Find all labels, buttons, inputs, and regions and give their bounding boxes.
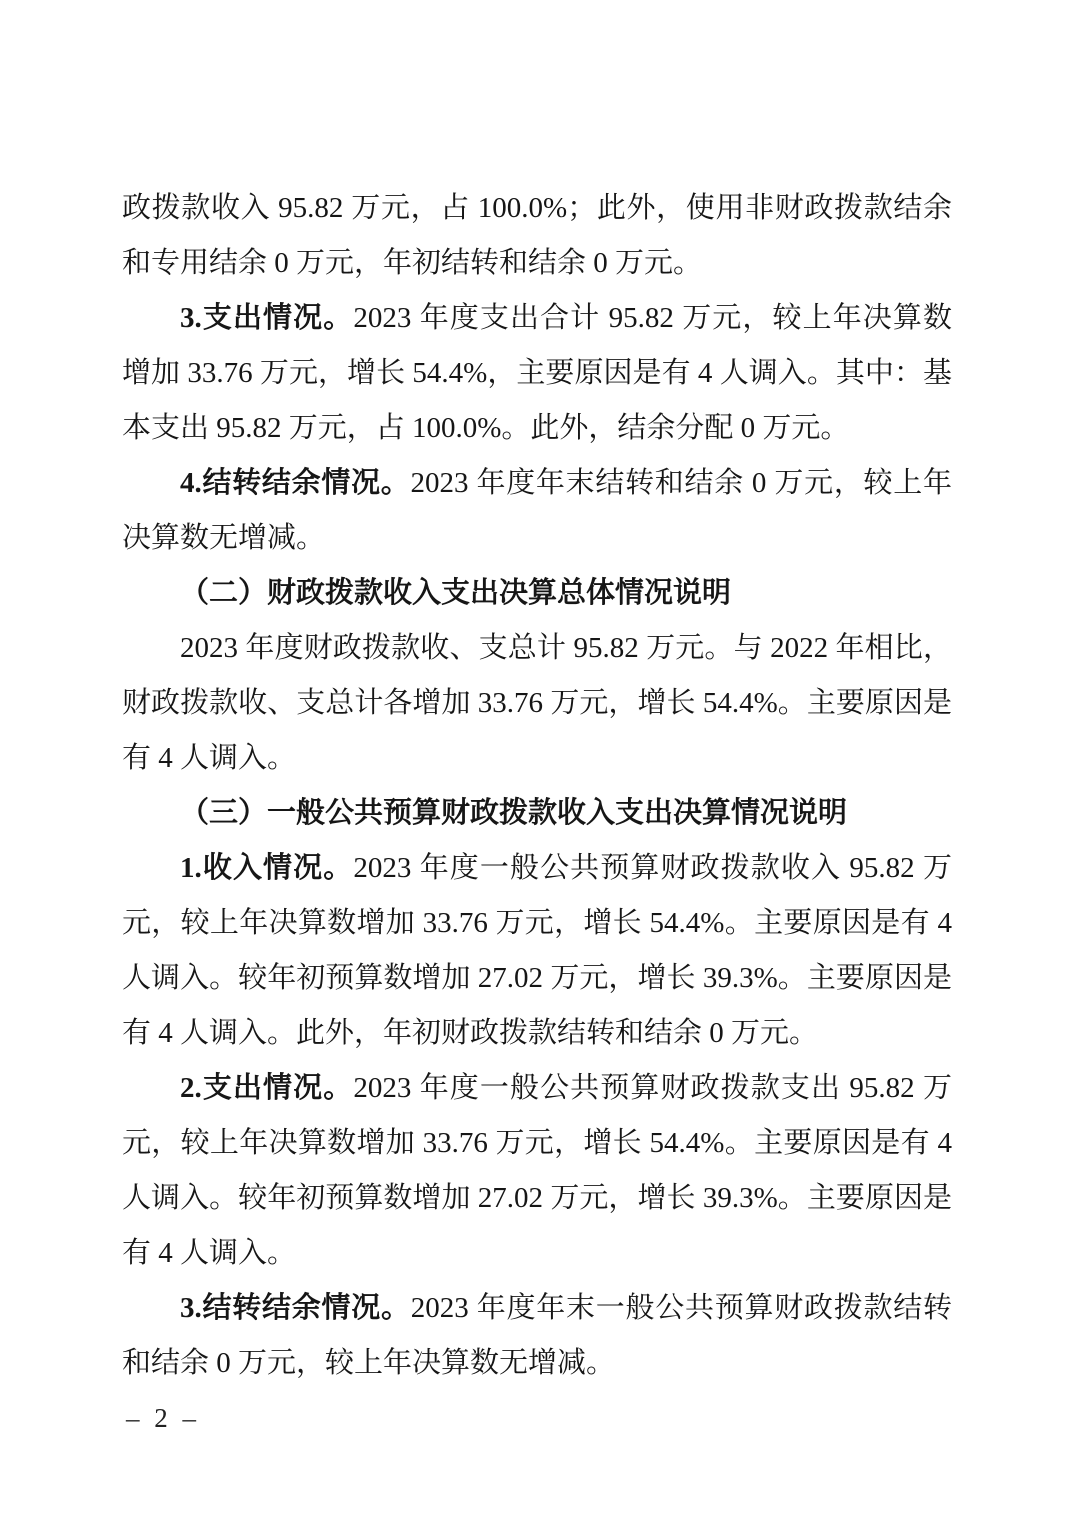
paragraph-lead: 3.结转结余情况。 [180, 1292, 411, 1324]
paragraph-text: 2023 年度支出合计 95.82 万元，较上年决算数增加 33.76 万元，增长 54.4%，主要原因是有 4 人调入。其中：基本支出 95.82 万元，占 100.0%。此外，结余分配 0 万元。 [122, 302, 952, 444]
paragraph-lead: 4.结转结余情况。 [180, 467, 411, 499]
para-expenditure-general-budget [122, 1061, 952, 1281]
para-carryover-overview [122, 456, 952, 566]
document-body [122, 181, 952, 1391]
paragraph-text: 2023 年度年末结转和结余 0 万元，较上年决算数无增减。 [122, 467, 952, 554]
heading-text: （三）一般公共预算财政拨款收入支出决算情况说明 [180, 797, 848, 829]
paragraph-text: 2023 年度一般公共预算财政拨款收入 95.82 万元，较上年决算数增加 33.76 万元，增长 54.4%。主要原因是有 4 人调入。较年初预算数增加 27.02 万元，增长 39.3%。主要原因是有 4 人调入。此外，年初财政拨款结转和结余 0 万元。 [122, 852, 952, 1049]
heading-section-2-fiscal-appropriation [122, 566, 952, 621]
para-carryover-general-budget [122, 1281, 952, 1391]
paragraph-lead: 1.收入情况。 [180, 852, 354, 884]
paragraph-text: 政拨款收入 95.82 万元，占 100.0%；此外，使用非财政拨款结余和专用结余 0 万元，年初结转和结余 0 万元。 [122, 192, 952, 279]
para-expenditure-overview [122, 291, 952, 456]
paragraph-text: 2023 年度年末一般公共预算财政拨款结转和结余 0 万元，较上年决算数无增减。 [122, 1292, 952, 1379]
para-nonfiscal-balance-continuation [122, 181, 952, 291]
paragraph-text: 2023 年度财政拨款收、支总计 95.82 万元。与 2022 年相比，财政拨款收、支总计各增加 33.76 万元，增长 54.4%。主要原因是有 4 人调入。 [122, 632, 952, 774]
page-number: – 2 – [126, 1403, 200, 1433]
heading-section-3-general-public-budget [122, 786, 952, 841]
heading-text: （二）财政拨款收入支出决算总体情况说明 [180, 577, 732, 609]
para-income-general-budget [122, 841, 952, 1061]
para-fiscal-total [122, 621, 952, 786]
paragraph-lead: 3.支出情况。 [180, 302, 354, 334]
paragraph-lead: 2.支出情况。 [180, 1072, 354, 1104]
page-footer [126, 1398, 200, 1438]
paragraph-text: 2023 年度一般公共预算财政拨款支出 95.82 万元，较上年决算数增加 33.76 万元，增长 54.4%。主要原因是有 4 人调入。较年初预算数增加 27.02 万元，增长 39.3%。主要原因是有 4 人调入。 [122, 1072, 952, 1269]
